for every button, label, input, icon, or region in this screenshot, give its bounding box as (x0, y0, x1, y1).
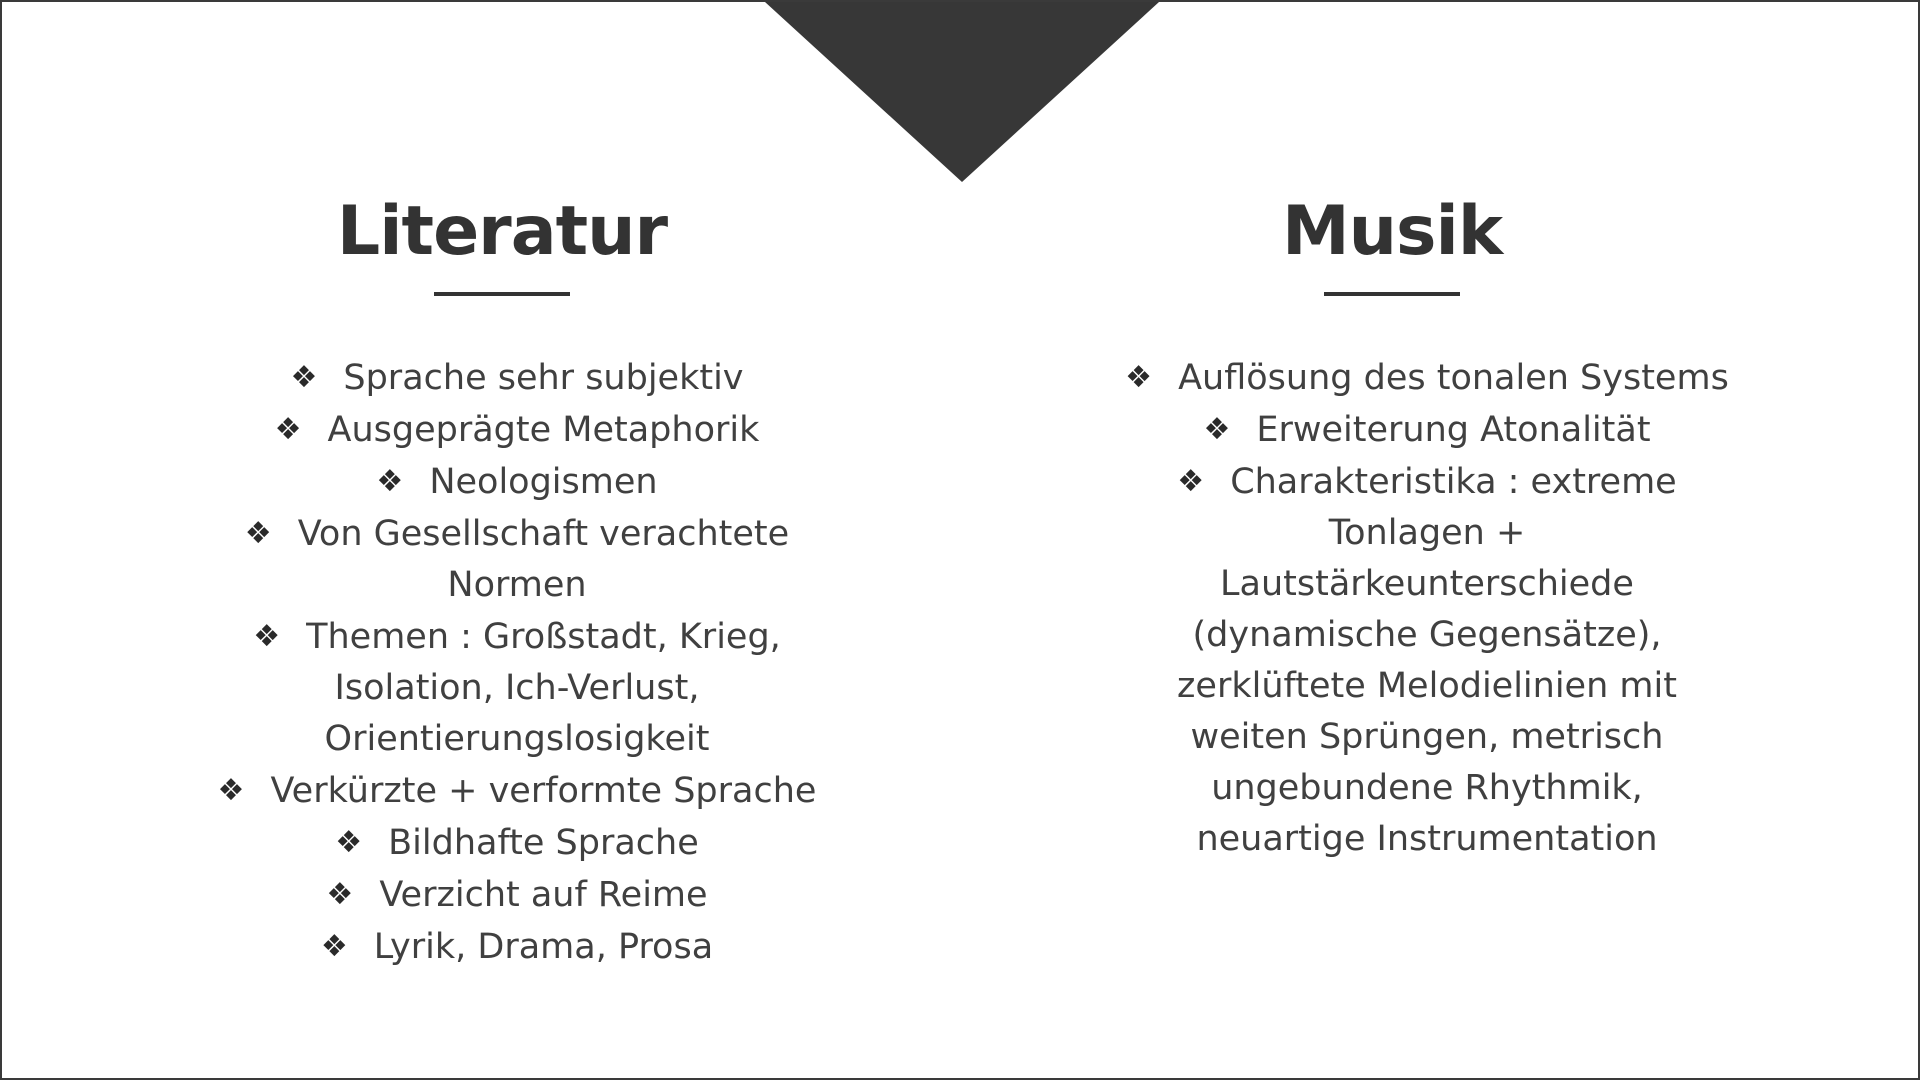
list-item-text: neuartige Instrumentation (1196, 819, 1658, 859)
list-item-text: Neologismen (429, 462, 658, 502)
list-item-text: Von Gesellschaft verachtete (297, 514, 790, 554)
list-item-line (1042, 456, 1812, 508)
list-item-line (1042, 610, 1812, 661)
literatur-column (152, 182, 882, 973)
list-item-text: Tonlagen + (1328, 513, 1526, 553)
diamond-bullet-icon: ❖ (376, 464, 404, 499)
list-item-line (152, 508, 882, 560)
diamond-bullet-icon: ❖ (1203, 412, 1231, 447)
list-item-text: Verkürzte + verformte Sprache (270, 771, 817, 811)
list-item-text: Auflösung des tonalen Systems (1178, 358, 1729, 398)
list-item-text: (dynamische Gegensätze), (1192, 615, 1662, 655)
list-item-line (1042, 661, 1812, 712)
list-item-text: Isolation, Ich-Verlust, (334, 668, 700, 708)
list-item (1042, 404, 1812, 456)
list-item-line (152, 352, 882, 404)
diamond-bullet-icon: ❖ (326, 877, 354, 912)
list-item (152, 508, 882, 611)
list-item (152, 869, 882, 921)
list-item (152, 611, 882, 765)
list-item-text: Lyrik, Drama, Prosa (373, 927, 714, 967)
musik-title: Musik (1281, 192, 1503, 271)
list-item (152, 404, 882, 456)
list-item-line (1042, 559, 1812, 610)
list-item (1042, 352, 1812, 404)
list-item-text: ungebundene Rhythmik, (1211, 768, 1643, 808)
diamond-bullet-icon: ❖ (274, 412, 302, 447)
list-item-line (152, 869, 882, 921)
list-item-line (152, 611, 882, 663)
diamond-bullet-icon: ❖ (253, 619, 281, 654)
diamond-bullet-icon: ❖ (1177, 464, 1205, 499)
list-item-line (1042, 404, 1812, 456)
list-item-line (152, 404, 882, 456)
list-item-line (152, 456, 882, 508)
list-item-line (152, 663, 882, 714)
list-item-line (1042, 352, 1812, 404)
list-item (152, 456, 882, 508)
list-item (152, 817, 882, 869)
list-item (152, 765, 882, 817)
diamond-bullet-icon: ❖ (1125, 360, 1153, 395)
musik-column (1042, 182, 1812, 865)
list-item-text: Normen (447, 565, 587, 605)
list-item-line (152, 560, 882, 611)
top-triangle-decoration (765, 2, 1159, 182)
list-item (1042, 456, 1812, 865)
musik-title-underline (1324, 292, 1460, 296)
literatur-list (152, 352, 882, 973)
list-item-line (1042, 814, 1812, 865)
list-item-text: Erweiterung Atonalität (1256, 410, 1651, 450)
list-item (152, 921, 882, 973)
list-item-text: zerklüftete Melodielinien mit (1177, 666, 1677, 706)
list-item-text: Lautstärkeunterschiede (1220, 564, 1634, 604)
list-item-text: Verzicht auf Reime (379, 875, 708, 915)
list-item-line (1042, 508, 1812, 559)
list-item-text: Themen : Großstadt, Krieg, (306, 617, 781, 657)
diamond-bullet-icon: ❖ (244, 516, 272, 551)
list-item-line (152, 714, 882, 765)
diamond-bullet-icon: ❖ (335, 825, 363, 860)
list-item-line (1042, 712, 1812, 763)
list-item-line (152, 817, 882, 869)
list-item (152, 352, 882, 404)
literatur-title: Literatur (336, 192, 668, 271)
list-item-text: Charakteristika : extreme (1230, 462, 1677, 502)
list-item-line (152, 765, 882, 817)
list-item-text: Bildhafte Sprache (388, 823, 699, 863)
list-item-line (152, 921, 882, 973)
literatur-title-underline (434, 292, 570, 296)
diamond-bullet-icon: ❖ (290, 360, 318, 395)
diamond-bullet-icon: ❖ (320, 929, 348, 964)
list-item-text: Sprache sehr subjektiv (343, 358, 744, 398)
musik-list (1042, 352, 1812, 865)
list-item-text: Ausgeprägte Metaphorik (327, 410, 760, 450)
list-item-line (1042, 763, 1812, 814)
list-item-text: Orientierungslosigkeit (324, 719, 710, 759)
list-item-text: weiten Sprüngen, metrisch (1190, 717, 1664, 757)
diamond-bullet-icon: ❖ (217, 773, 245, 808)
